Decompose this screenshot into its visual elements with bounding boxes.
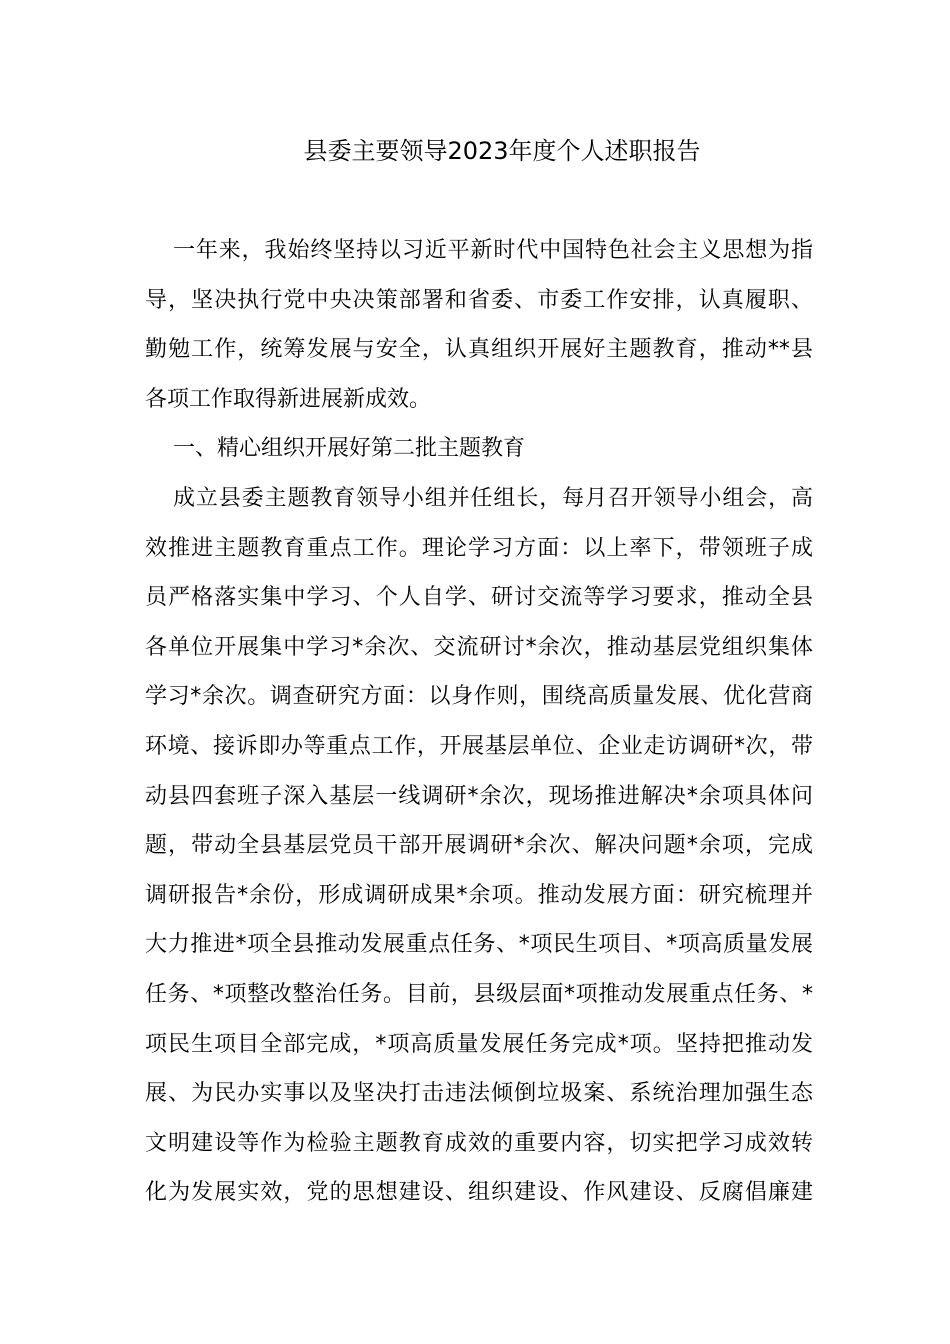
paragraph-line: 学习*余次。调查研究方面：以身作则，围绕高质量发展、优化营商 xyxy=(145,684,813,710)
paragraph-line: 员严格落实集中学习、个人自学、研讨交流等学习要求，推动全县 xyxy=(145,585,813,611)
paragraph-line: 大力推进*项全县推动发展重点任务、*项民生项目、*项高质量发展 xyxy=(145,932,813,958)
paragraph-line: 各项工作取得新进展新成效。 xyxy=(145,386,432,412)
paragraph-line: 任务、*项整改整治任务。目前，县级层面*项推动发展重点任务、* xyxy=(145,981,813,1007)
paragraph-line: 动县四套班子深入基层一线调研*余次，现场推进解决*余项具体问 xyxy=(145,783,813,809)
paragraph-line: 调研报告*余份，形成调研成果*余项。推动发展方面：研究梳理并 xyxy=(145,882,813,908)
paragraph-line: 项民生项目全部完成，*项高质量发展任务完成*项。坚持把推动发 xyxy=(145,1031,813,1057)
paragraph-line: 效推进主题教育重点工作。理论学习方面：以上率下，带领班子成 xyxy=(145,535,813,561)
paragraph-line: 成立县委主题教育领导小组并任组长，每月召开领导小组会，高 xyxy=(173,485,813,511)
paragraph-line: 环境、接诉即办等重点工作，开展基层单位、企业走访调研*次，带 xyxy=(145,733,813,759)
paragraph-line: 导，坚决执行党中央决策部署和省委、市委工作安排，认真履职、 xyxy=(145,287,813,313)
document-body xyxy=(145,226,813,1218)
paragraph-line: 勤勉工作，统筹发展与安全，认真组织开展好主题教育，推动**县 xyxy=(145,337,813,363)
paragraph-line: 文明建设等作为检验主题教育成效的重要内容，切实把学习成效转 xyxy=(145,1130,813,1156)
paragraph-line: 展、为民办实事以及坚决打击违法倾倒垃圾案、系统治理加强生态 xyxy=(145,1081,813,1107)
paragraph-line: 一年来，我始终坚持以习近平新时代中国特色社会主义思想为指 xyxy=(173,238,813,263)
paragraph-line: 题，带动全县基层党员干部开展调研*余次、解决问题*余项，完成 xyxy=(145,833,813,859)
paragraph-line: 化为发展实效，党的思想建设、组织建设、作风建设、反腐倡廉建 xyxy=(145,1180,813,1206)
paragraph-line: 各单位开展集中学习*余次、交流研讨*余次，推动基层党组织集体 xyxy=(145,634,813,660)
document-title: 县委主要领导2023年度个人述职报告 xyxy=(303,137,701,165)
section-heading: 一、精心组织开展好第二批主题教育 xyxy=(173,436,526,462)
